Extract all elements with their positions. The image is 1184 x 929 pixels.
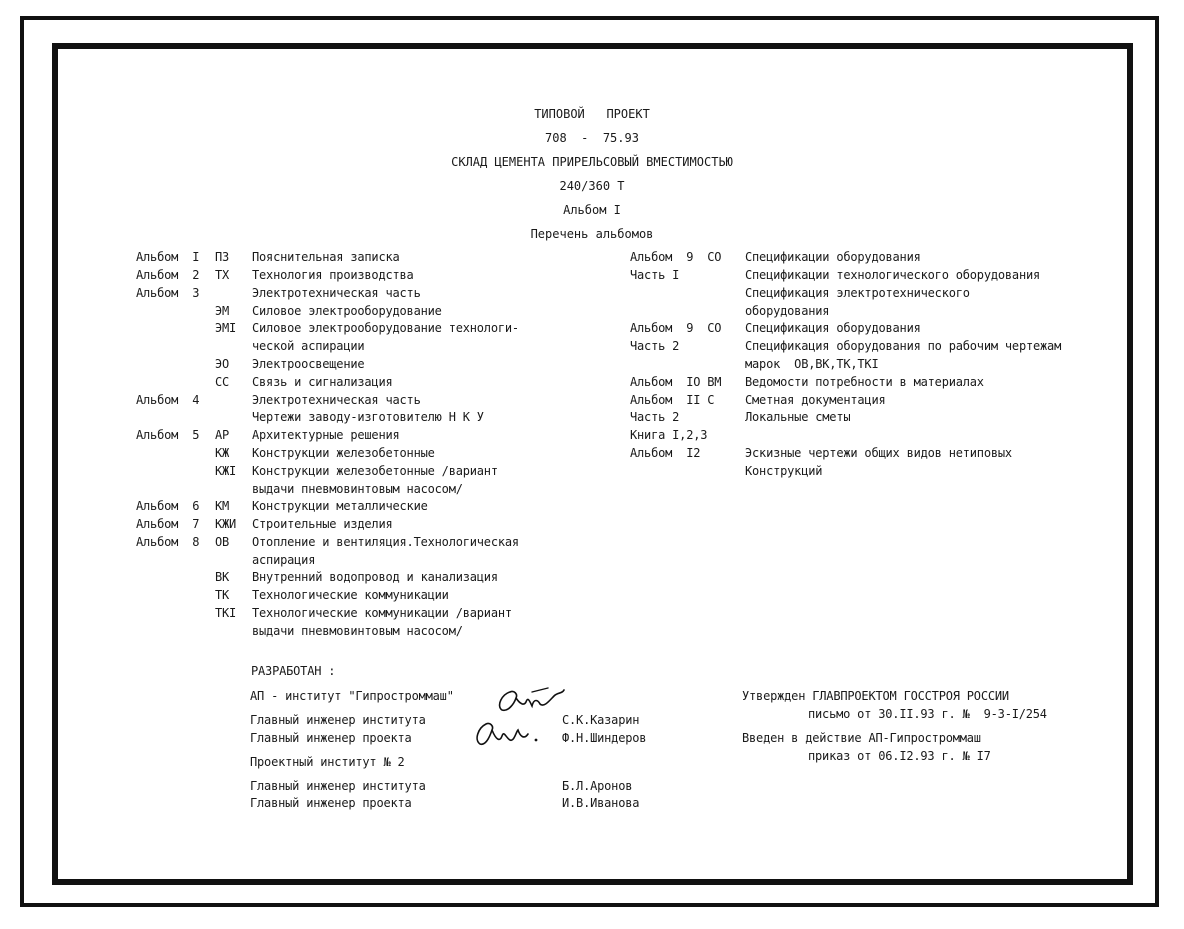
album-title: Силовое электрооборудование технологи- [252,321,519,335]
role-chief-engineer-project: Главный инженер проекта [250,796,412,810]
person-name: Б.Л.Аронов [562,779,633,793]
album-label: Часть I [630,268,680,282]
approval-line: Утвержден ГЛАВПРОЕКТОМ ГОССТРОЯ РОССИИ [742,689,1009,703]
person-name: Ф.Н.Шиндеров [562,731,647,745]
album-code: КЖИ [215,517,237,531]
developed-heading: РАЗРАБОТАН : [251,664,336,678]
album-title: аспирация [252,553,316,567]
album-title: Внутренний водопровод и канализация [252,570,498,584]
album-code: ПЗ [215,250,230,264]
album-title: Спецификация электротехнического [745,286,970,300]
album-title: Локальные сметы [745,410,851,424]
album-label: Альбом I [136,250,200,264]
album-title: Пояснительная записка [252,250,400,264]
album-title: Электротехническая часть [252,286,421,300]
album-title: Конструкции металлические [252,499,428,513]
album-title: Силовое электрооборудование [252,304,442,318]
organization-1: АП - институт "Гипростроммаш" [250,689,454,703]
album-code: ТК [215,588,230,602]
album-title: Чертежи заводу-изготовителю Н К У [252,410,484,424]
album-label: Альбом 5 [136,428,200,442]
album-label: Альбом 2 [136,268,200,282]
project-number: 708 - 75.93 [545,131,639,145]
role-chief-engineer-institute: Главный инженер института [250,713,426,727]
album-title: выдачи пневмовинтовым насосом/ [252,482,463,496]
album-title: Конструкции железобетонные /вариант [252,464,498,478]
album-title: Строительные изделия [252,517,393,531]
album-title: оборудования [745,304,830,318]
album-label: Часть 2 [630,410,680,424]
album-label: Альбом 9 СО [630,321,722,335]
album-code: ВК [215,570,230,584]
album-code: КЖ [215,446,230,460]
album-title: Конструкций [745,464,823,478]
album-code: СС [215,375,230,389]
list-heading: Перечень альбомов [530,227,654,241]
album-label: Альбом I2 [630,446,701,460]
album-title: Архитектурные решения [252,428,400,442]
album-title: Спецификация оборудования по рабочим чертежам [745,339,1062,353]
role-chief-engineer-project: Главный инженер проекта [250,731,412,745]
album-title: Спецификации оборудования [745,250,921,264]
album-title: Эскизные чертежи общих видов нетиповых [745,446,1012,460]
album-title: Связь и сигнализация [252,375,393,389]
album-label: Часть 2 [630,339,680,353]
album-label: Альбом IO ВМ [630,375,722,389]
person-name: С.К.Казарин [562,713,640,727]
person-name: И.В.Иванова [562,796,640,810]
approval-letter: письмо от 30.II.93 г. № 9-3-I/254 [808,707,1047,721]
enactment-line: Введен в действие АП-Гипростроммаш [742,731,981,745]
album-label: Альбом II С [630,393,715,407]
album-title: Технологические коммуникации [252,588,449,602]
enactment-order: приказ от 06.I2.93 г. № I7 [808,749,991,763]
album-title: Конструкции железобетонные [252,446,435,460]
project-capacity: 240/360 Т [559,179,625,193]
album-title: Спецификация оборудования [745,321,921,335]
album-label: Альбом 9 СО [630,250,722,264]
album-number: Альбом I [563,203,621,217]
role-chief-engineer-institute: Главный инженер института [250,779,426,793]
album-title: Технологические коммуникации /вариант [252,606,512,620]
album-code: ЭМ [215,304,230,318]
organization-2: Проектный институт № 2 [250,755,405,769]
album-code: АР [215,428,230,442]
album-label: Альбом 3 [136,286,200,300]
album-code: ТХ [215,268,230,282]
album-title: Электроосвещение [252,357,365,371]
album-title: Электротехническая часть [252,393,421,407]
album-title: ческой аспирации [252,339,365,353]
album-label: Книга I,2,3 [630,428,708,442]
album-title: Технология производства [252,268,414,282]
album-code: ОВ [215,535,230,549]
album-code: КМ [215,499,230,513]
signature-1-icon [492,684,572,716]
album-label: Альбом 8 [136,535,200,549]
album-code: ЭМI [215,321,237,335]
album-label: Альбом 7 [136,517,200,531]
album-title: Спецификации технологического оборудования [745,268,1041,282]
album-title: выдачи пневмовинтовым насосом/ [252,624,463,638]
album-title: Отопление и вентиляция.Технологическая [252,535,519,549]
signature-2-icon [472,718,544,748]
project-type: ТИПОВОЙ ПРОЕКТ [534,107,650,121]
album-label: Альбом 6 [136,499,200,513]
album-title: марок ОВ,ВК,ТК,ТКI [745,357,879,371]
album-label: Альбом 4 [136,393,200,407]
album-code: ЭО [215,357,230,371]
album-code: КЖI [215,464,237,478]
album-code: ТКI [215,606,237,620]
album-title: Ведомости потребности в материалах [745,375,984,389]
album-title: Сметная документация [745,393,886,407]
project-title: СКЛАД ЦЕМЕНТА ПРИРЕЛЬСОВЫЙ ВМЕСТИМОСТЬЮ [451,155,733,169]
